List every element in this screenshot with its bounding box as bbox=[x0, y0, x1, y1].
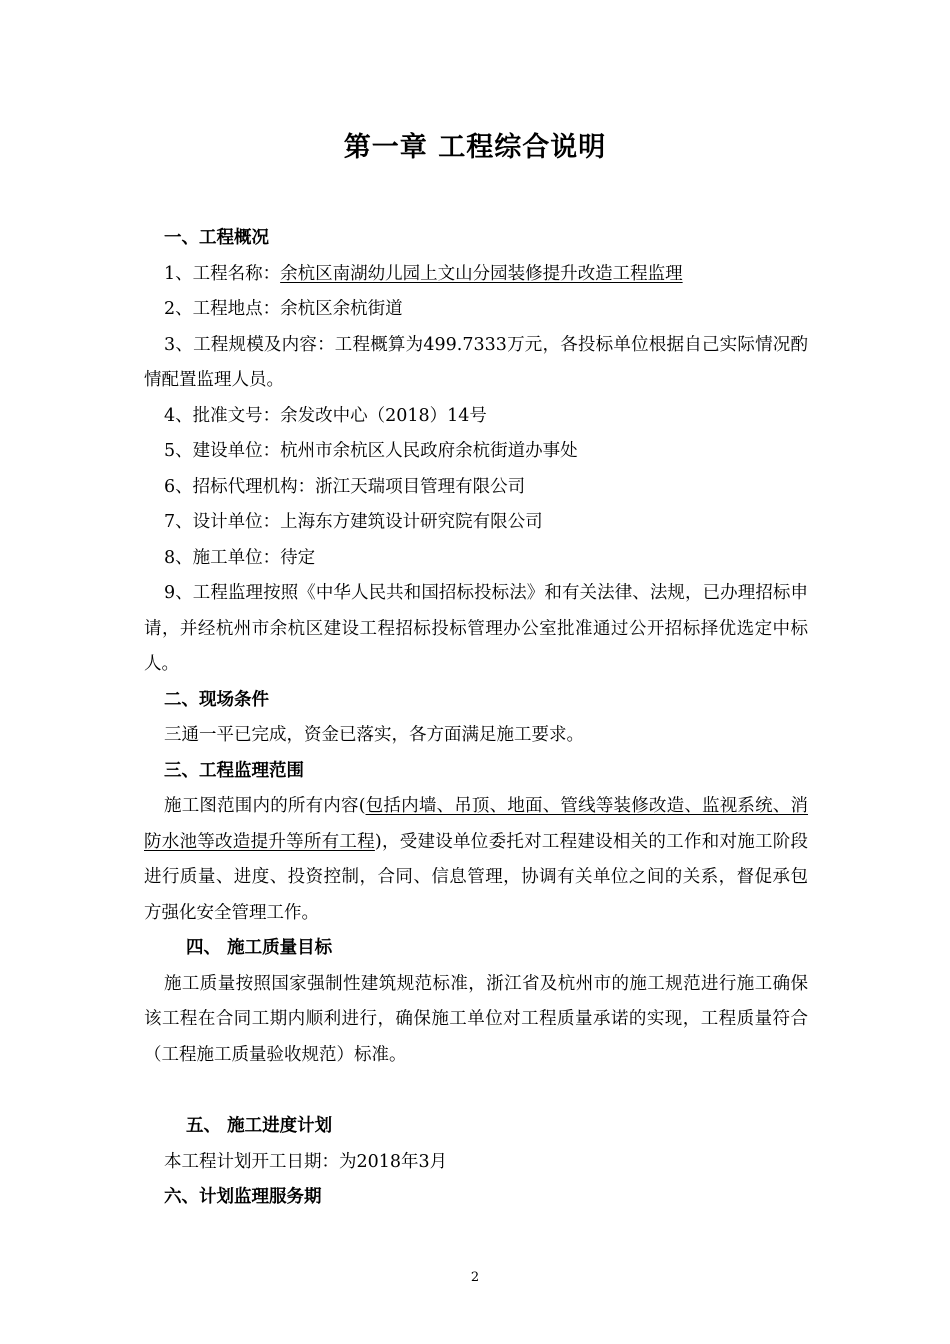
overview-item-procurement: 9、工程监理按照《中华人民共和国招标投标法》和有关法律、法规，已办理招标申请，并经杭州市余杭区建设工程招标投标管理办公室批准通过公开招标择优选定中标人。 bbox=[144, 583, 808, 674]
section-heading-overview: 一、工程概况 bbox=[164, 228, 269, 248]
site-conditions-text: 三通一平已完成，资金已落实，各方面满足施工要求。 bbox=[164, 725, 584, 745]
section-heading-schedule: 五、 施工进度计划 bbox=[186, 1116, 333, 1136]
section-gap bbox=[144, 1073, 808, 1109]
overview-item-owner: 5、建设单位：杭州市余杭区人民政府余杭街道办事处 bbox=[164, 441, 578, 461]
scope-text-before: 施工图范围内的所有内容( bbox=[164, 796, 366, 816]
section-heading-quality-goal: 四、 施工质量目标 bbox=[186, 938, 333, 958]
project-name-label: 1、工程名称： bbox=[164, 263, 281, 284]
chapter-title: 第一章 工程综合说明 bbox=[343, 132, 607, 163]
overview-item-project-name bbox=[144, 257, 808, 293]
section-heading-service-period: 六、计划监理服务期 bbox=[164, 1187, 322, 1207]
section-heading-supervision-scope: 三、工程监理范围 bbox=[164, 760, 304, 781]
overview-item-contractor: 8、施工单位：待定 bbox=[164, 547, 316, 568]
schedule-text: 本工程计划开工日期：为2018年3月 bbox=[164, 1151, 448, 1172]
page-number: 2 bbox=[470, 1270, 480, 1285]
section-heading-site-conditions: 二、现场条件 bbox=[164, 689, 269, 710]
overview-item-approval: 4、批准文号：余发改中心（2018）14号 bbox=[164, 405, 487, 426]
scope-text-after: )，受建设单位委托对工程建设相关的工作和对施工阶段进行质量、进度、投资控制，合同、信息管理，协调有关单位之间的关系，督促承包方强化安全管理工作。 bbox=[144, 831, 809, 923]
supervision-scope-text bbox=[144, 789, 808, 931]
overview-item-location: 2、工程地点：余杭区余杭街道 bbox=[164, 299, 403, 319]
scope-text-underlined: 包括内墙、吊顶、地面、管线等装修改造、监视系统、消防水池等改造提升等所有工程 bbox=[144, 796, 809, 852]
overview-item-agency: 6、招标代理机构：浙江天瑞项目管理有限公司 bbox=[164, 476, 526, 497]
quality-goal-text: 施工质量按照国家强制性建筑规范标准，浙江省及杭州市的施工规范进行施工确保该工程在合同工期内顺利进行，确保施工单位对工程质量承诺的实现，工程质量符合（工程施工质量验收规范）标准。 bbox=[144, 973, 808, 1065]
overview-item-designer: 7、设计单位：上海东方建筑设计研究院有限公司 bbox=[164, 512, 543, 532]
overview-item-scale: 3、工程规模及内容：工程概算为499.7333万元，各投标单位根据自己实际情况酌情配置监理人员。 bbox=[144, 334, 808, 390]
document-body bbox=[144, 221, 808, 1216]
project-name-value: 余杭区南湖幼儿园上文山分园装修提升改造工程监理 bbox=[280, 263, 683, 284]
